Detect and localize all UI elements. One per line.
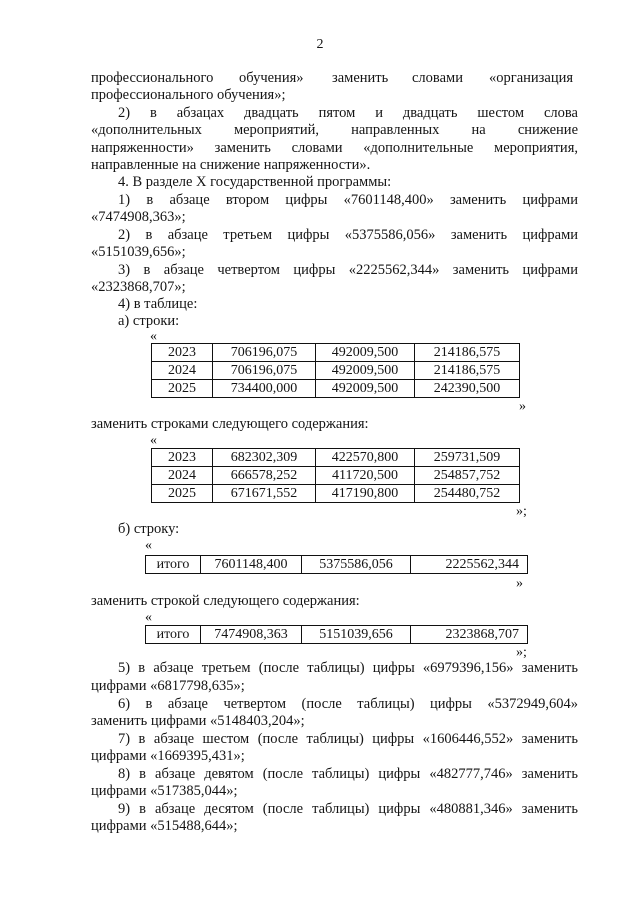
value-cell: 417190,800 — [316, 485, 415, 503]
sub3-line-1: 3) в абзаце четвертом цифры «2225562,344» заменить цифрами — [118, 262, 578, 278]
quote-open: « — [150, 433, 157, 448]
table-row — [152, 449, 520, 467]
value-cell: 706196,075 — [213, 344, 316, 362]
value-cell: 214186,575 — [415, 362, 520, 380]
table-total-old — [145, 555, 528, 574]
value-cell: 492009,500 — [316, 344, 415, 362]
value-cell: 242390,500 — [415, 380, 520, 398]
sub2-line-2: «5151039,656»; — [91, 244, 186, 260]
item2-line-1: 2) в абзацах двадцать пятом и двадцать шестом слова — [118, 105, 578, 121]
p6-line-2: заменить цифрами «5148403,204»; — [91, 713, 305, 729]
table-new-rows — [151, 448, 520, 503]
quote-open: « — [145, 538, 152, 553]
quote-close: » — [519, 399, 526, 414]
value-cell: 706196,075 — [213, 362, 316, 380]
sub2-line-1: 2) в абзаце третьем цифры «5375586,056» заменить цифрами — [118, 227, 578, 243]
total-label-cell: итого — [146, 556, 201, 574]
value-cell: 259731,509 — [415, 449, 520, 467]
year-cell: 2024 — [152, 467, 213, 485]
total-value-cell: 2323868,707 — [411, 626, 528, 644]
total-row — [146, 626, 528, 644]
item4-heading: 4. В разделе X государственной программы: — [118, 174, 392, 190]
value-cell: 254480,752 — [415, 485, 520, 503]
p9-line-1: 9) в абзаце десятом (после таблицы) цифры «480881,346» заменить — [118, 801, 578, 817]
item2-line-3: напряженности» заменить словами «дополнительные мероприятия, — [91, 140, 578, 156]
table-row — [152, 380, 520, 398]
value-cell: 422570,800 — [316, 449, 415, 467]
item2-line-2: «дополнительных мероприятий, направленных на снижение — [91, 122, 578, 138]
sub3-line-2: «2323868,707»; — [91, 279, 186, 295]
sub-b-heading: б) строку: — [118, 521, 180, 537]
p8-line-1: 8) в абзаце девятом (после таблицы) цифры «482777,746» заменить — [118, 766, 578, 782]
sub-a-heading: а) строки: — [118, 313, 180, 329]
value-cell: 411720,500 — [316, 467, 415, 485]
quote-close-semicolon: »; — [516, 504, 527, 519]
value-cell: 214186,575 — [415, 344, 520, 362]
intro-line-2: профессионального обучения»; — [91, 87, 286, 103]
quote-close: » — [516, 576, 523, 591]
quote-open: « — [150, 329, 157, 344]
sub4-heading: 4) в таблице: — [118, 296, 198, 312]
year-cell: 2025 — [152, 485, 213, 503]
value-cell: 666578,252 — [213, 467, 316, 485]
value-cell: 492009,500 — [316, 380, 415, 398]
value-cell: 254857,752 — [415, 467, 520, 485]
p5-line-2: цифрами «6817798,635»; — [91, 678, 245, 694]
sub1-line-2: «7474908,363»; — [91, 209, 186, 225]
p5-line-1: 5) в абзаце третьем (после таблицы) цифры «6979396,156» заменить — [118, 660, 578, 676]
total-value-cell: 5151039,656 — [302, 626, 411, 644]
item2-line-4: направленные на снижение напряженности». — [91, 157, 371, 173]
year-cell: 2023 — [152, 344, 213, 362]
quote-close-semicolon: »; — [516, 645, 527, 660]
quote-open: « — [145, 610, 152, 625]
total-value-cell: 7601148,400 — [201, 556, 302, 574]
document-page: 2 профессионального обучения» заменить словами «организация профессионального обучения»; 2) в абзацах двадцать пятом и двадцать шестом слова «дополнительных мероприятий, направленных на снижение напряженности» заменить словами «дополнительные мероприятия, направленные на снижение напряженности». 4. В разделе X государственной программы: 1) в абзаце втором цифры «7601148,400» заменить цифрами «7474908,363»; 2) в абзаце третьем цифры «5375586,056» заменить цифрами «5151039,656»; 3) в абзаце четвертом цифры «2225562,344» заменить цифрами «2323868,707»; 4) в таблице: а) строки: « 2023 706196,075 492009,500 214186,575 2024 706196,075 492009,500 214186,575 2025 734400,000 492009,500 242390,500 » заменить строками следующего содержания: « 2023 682302,309 422570,800 259731,509 2024 666578,252 411720,500 254857,752 2025 671671,552 417190,800 254480,752 »; б) строку: « итого 7601148,400 5375586,056 2225562,344 » заменить строкой следующего содержания: « итого 7474908,363 5151039,656 2323868,707 »; 5) в абзаце третьем (после таблицы) цифры «6979396,156» заменить цифрами «6817798,635»; 6) в абзаце четвертом (после таблицы) цифры «5372949,604» заменить цифрами «5148403,204»; 7) в абзаце шестом (после таблицы) цифры «1606446,552» заменить цифрами «1669395,431»; 8) в абзаце девятом (после таблицы) цифры «482777,746» заменить цифрами «517385,044»; 9) в абзаце десятом (после таблицы) цифры «480881,346» заменить цифрами «515488,644»; — [0, 0, 640, 905]
year-cell: 2023 — [152, 449, 213, 467]
sub1-line-1: 1) в абзаце втором цифры «7601148,400» заменить цифрами — [118, 192, 578, 208]
replace-rows-text: заменить строками следующего содержания: — [91, 416, 369, 432]
table-old-rows — [151, 343, 520, 398]
total-row — [146, 556, 528, 574]
total-value-cell: 7474908,363 — [201, 626, 302, 644]
value-cell: 734400,000 — [213, 380, 316, 398]
page-number: 2 — [316, 37, 324, 52]
value-cell: 682302,309 — [213, 449, 316, 467]
table-row — [152, 344, 520, 362]
total-value-cell: 2225562,344 — [411, 556, 528, 574]
year-cell: 2025 — [152, 380, 213, 398]
table-row — [152, 467, 520, 485]
p7-line-1: 7) в абзаце шестом (после таблицы) цифры «1606446,552» заменить — [118, 731, 578, 747]
year-cell: 2024 — [152, 362, 213, 380]
p9-line-2: цифрами «515488,644»; — [91, 818, 238, 834]
p7-line-2: цифрами «1669395,431»; — [91, 748, 245, 764]
value-cell: 671671,552 — [213, 485, 316, 503]
p8-line-2: цифрами «517385,044»; — [91, 783, 238, 799]
total-label-cell: итого — [146, 626, 201, 644]
value-cell: 492009,500 — [316, 362, 415, 380]
replace-row-text: заменить строкой следующего содержания: — [91, 593, 360, 609]
p6-line-1: 6) в абзаце четвертом (после таблицы) цифры «5372949,604» — [118, 696, 578, 712]
table-row — [152, 362, 520, 380]
table-total-new — [145, 625, 528, 644]
table-row — [152, 485, 520, 503]
total-value-cell: 5375586,056 — [302, 556, 411, 574]
